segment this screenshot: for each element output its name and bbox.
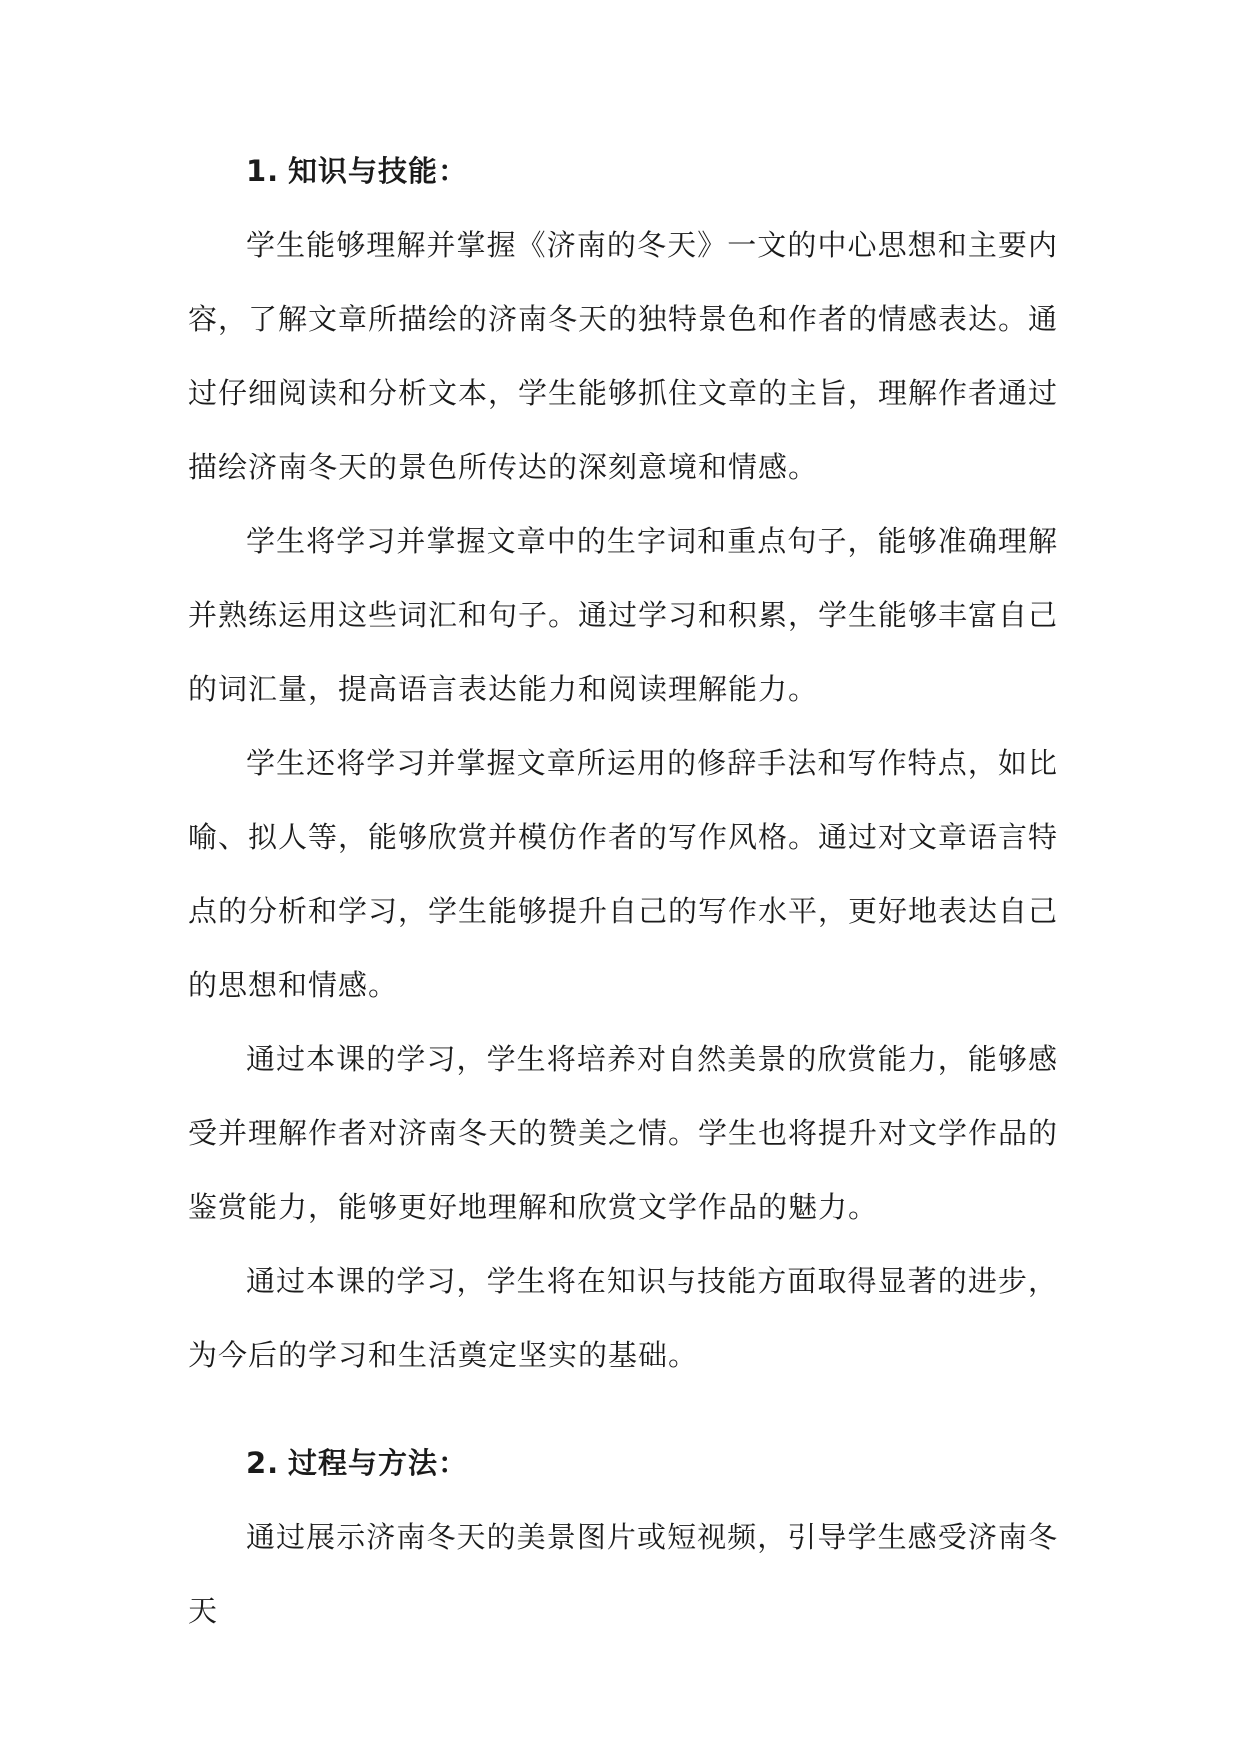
section-title: 知识与技能： [288, 154, 469, 188]
paragraph: 学生还将学习并掌握文章所运用的修辞手法和写作特点，如比喻、拟人等，能够欣赏并模仿作者的写作风格。通过对文章语言特点的分析和学习，学生能够提升自己的写作水平，更好地表达自己的思想和情感。 [188, 746, 1059, 1002]
paragraph: 学生能够理解并掌握《济南的冬天》一文的中心思想和主要内容，了解文章所描绘的济南冬天的独特景色和作者的情感表达。通过仔细阅读和分析文本，学生能够抓住文章的主旨，理解作者通过描绘济南冬天的景色所传达的深刻意境和情感。 [188, 228, 1059, 484]
document-body [188, 142, 1058, 1648]
paragraph: 通过本课的学习，学生将培养对自然美景的欣赏能力，能够感受并理解作者对济南冬天的赞美之情。学生也将提升对文学作品的鉴赏能力，能够更好地理解和欣赏文学作品的魅力。 [188, 1042, 1059, 1224]
section-heading-1 [188, 142, 1058, 200]
section-heading-2 [188, 1434, 1058, 1492]
paragraph: 通过本课的学习，学生将在知识与技能方面取得显著的进步，为今后的学习和生活奠定坚实的基础。 [188, 1264, 1058, 1372]
section-title: 过程与方法： [288, 1446, 469, 1480]
section-number: 2. [246, 1446, 280, 1480]
section-number: 1. [246, 154, 280, 188]
paragraph: 学生将学习并掌握文章中的生字词和重点句子，能够准确理解并熟练运用这些词汇和句子。通过学习和积累，学生能够丰富自己的词汇量，提高语言表达能力和阅读理解能力。 [188, 524, 1059, 706]
section-spacer [188, 1392, 1058, 1434]
paragraph: 通过展示济南冬天的美景图片或短视频，引导学生感受济南冬天 [188, 1520, 1058, 1628]
